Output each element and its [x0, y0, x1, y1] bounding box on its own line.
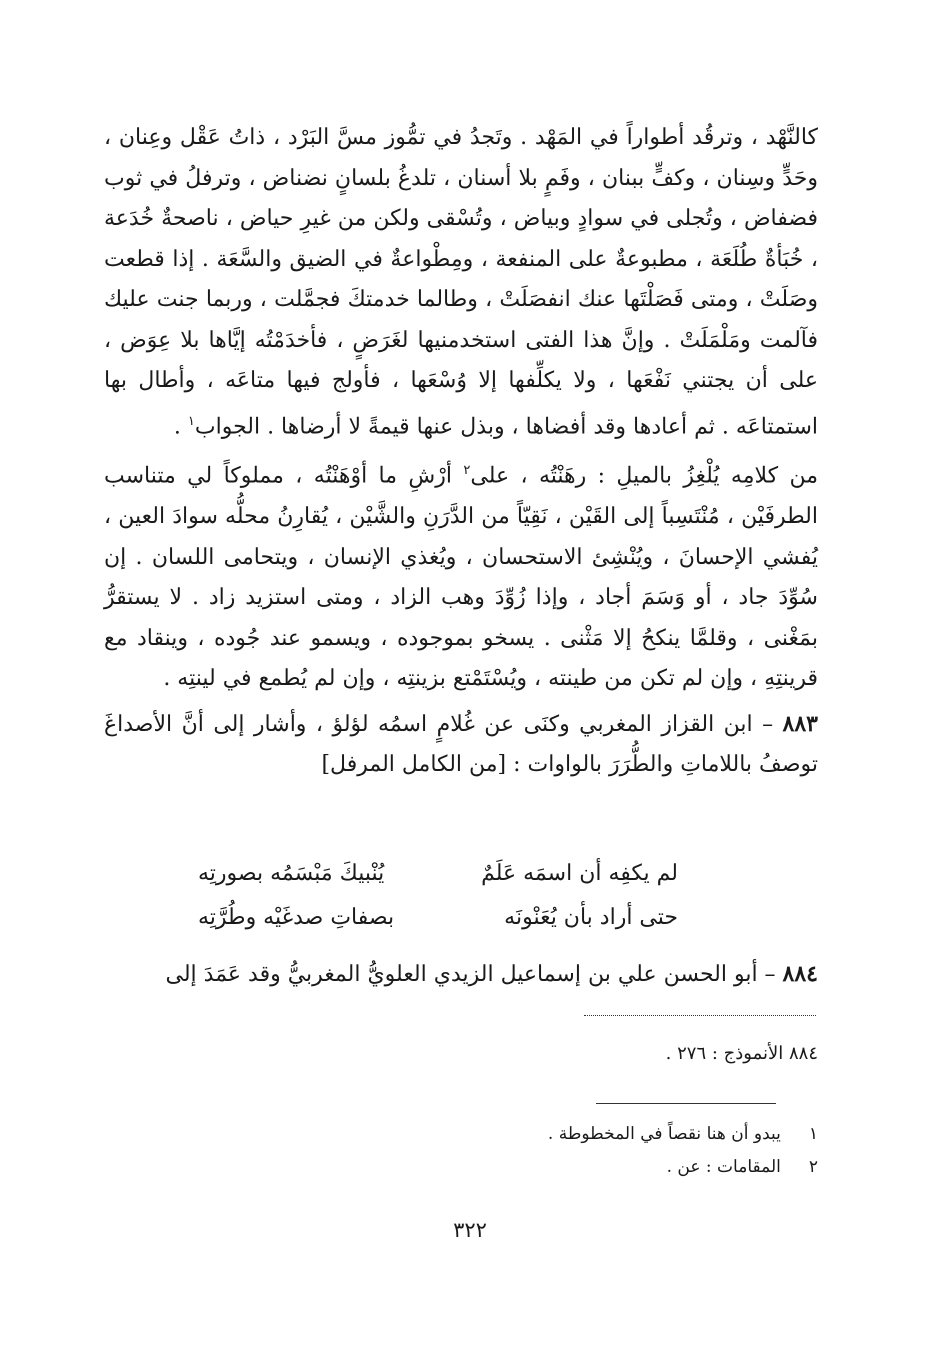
entry-number: ٨٨٣	[782, 710, 818, 737]
verse-second-hemistich: يُنْبيكَ مَبْسَمُه بصورتِه	[198, 861, 385, 886]
paragraph-text-start: من كلامِه يُلْغِزُ بالميلِ : رهَنْتُه ، على	[470, 463, 818, 489]
entry-884	[104, 954, 818, 995]
footnote-number: ٢	[808, 1157, 818, 1177]
footnote-divider	[596, 1103, 776, 1104]
verse-first-hemistich: حتى أراد بأن يُعَنْونَه	[504, 905, 678, 930]
paragraph-riddle-scissors	[104, 118, 818, 447]
paragraph-text-rest: أرْشِ ما أوْهَنْتُه ، مملوكاً لي متناسب الطرفَيْن ، مُنْتَسِباً إلى القَيْن ، نَقِيّاً من الدَّرَنِ والشَّيْن ، يُقارِنُ محلُّه سوادَ العين ، يُفشي الإحسانَ ، ويُنْشِئ الاستحسان ، ويُغذي الإنسان ، ويتحامى اللسان . إن سُوِّدَ جاد ، أو وَسَمَ أجاد ، وإذا زُوِّدَ وهب الزاد ، ومتى استزيد زاد . لا يستقرُّ بمَغْنى ، وقلمَّا ينكحُ إلا مَثْنى . يسخو بموجوده ، ويسمو عند جُوده ، وينقاد مع قرينتِهِ ، وإن لم تكن من طينته ، ويُسْتَمْتع بزينتِه ، وإن لم يُطمع في لينتِه .	[104, 463, 819, 692]
footnote-ref-2: ٢	[463, 463, 471, 479]
footnote-number: ١	[808, 1124, 818, 1144]
entry-883	[104, 704, 818, 786]
poem-verse	[198, 896, 678, 940]
paragraph-riddle-kohl-stick	[104, 451, 818, 699]
footnote-ref-1: ١	[187, 413, 195, 429]
footnotes	[318, 1118, 818, 1184]
footnote-text: المقامات : عن .	[666, 1157, 781, 1177]
source-note: ٨٨٤ الأنموذج : ٢٧٦ .	[665, 1043, 818, 1064]
verse-first-hemistich: لم يكفِه أن اسمَه عَلَمٌ	[481, 861, 678, 886]
dotted-divider	[584, 1015, 816, 1016]
verse-second-hemistich: بصفاتِ صدغَيْه وطُرَّتِه	[198, 905, 395, 930]
poem	[198, 852, 678, 940]
page-number: ٣٢٢	[453, 1218, 487, 1242]
footnote-item	[318, 1118, 818, 1151]
footnote-text: يبدو أن هنا نقصاً في المخطوطة .	[547, 1124, 781, 1144]
main-text-block	[104, 118, 818, 786]
paragraph-text: كالنَّهْد ، وترقُد أطواراً في المَهْد . وتَجدُ في تمُّوز مسَّ البَرْد ، ذاتُ عَقْل وعِنان ، وحَدٍّ وسِنان ، وكفٍّ ببنان ، وفَمٍ بلا أسنان ، تلدغُ بلسانٍ نضناض ، وترفلُ في ثوب فضفاض ، وتُجلى في سوادٍ وبياض ، وتُسْقى ولكن من غيرِ حياض ، ناصحةٌ خُدَعة ، خُبَأةٌ طُلَعَة ، مطبوعةٌ على المنفعة ، ومِطْواعةٌ في الضيق والسَّعَة . إذا قطعت وصَلَتْ ، ومتى فَصَلْتَها عنك انفصَلَتْ ، وطالما خدمتكَ فجمَّلت ، وربما جنت عليك فآلمت ومَلْمَلَتْ . وإنَّ هذا الفتى استخدمنيها لغَرَضٍ ، فأخدَمْتُه إيَّاها بلا عِوَض ، على أن يجتني نَفْعَها ، ولا يكلِّفها إلا وُسْعَها ، فأولج فيها متاعَه ، وأطال بها استمتاعَه . ثم أعادها وقد أفضاها ، وبذل عنها قيمةً لا أرضاها . الجواب	[104, 125, 818, 439]
paragraph-end: .	[173, 413, 188, 439]
entry-number: ٨٨٤	[782, 961, 818, 987]
entry-text: – ابن القزاز المغربي وكنَى عن غُلامٍ اسمُه لؤلؤ ، وأشار إلى أنَّ الأصداغَ توصفُ باللاماتِ والطُّرَرَ بالواوات : [من الكامل المرفل]	[104, 711, 818, 778]
poem-verse	[198, 852, 678, 896]
footnote-item	[318, 1151, 818, 1184]
entry-text: – أبو الحسن علي بن إسماعيل الزيدي العلويُّ المغربيُّ وقد عَمَدَ إلى	[165, 962, 783, 987]
